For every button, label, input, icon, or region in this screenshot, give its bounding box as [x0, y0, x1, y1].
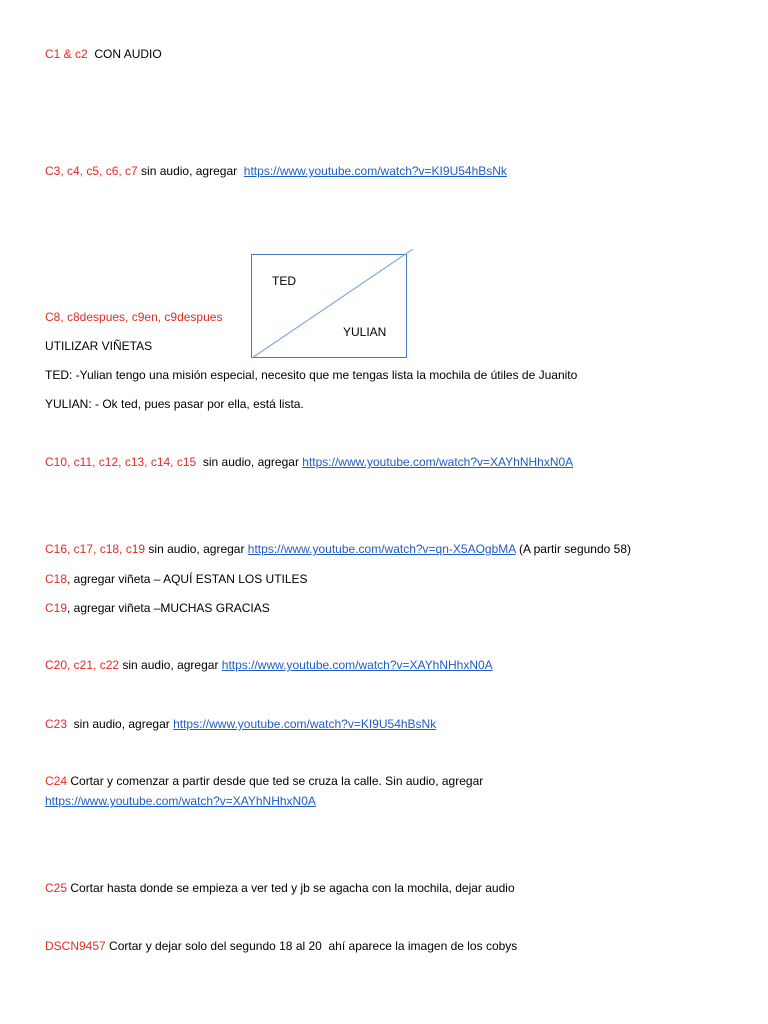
clip-ref: C24	[45, 774, 68, 788]
line-c10-c15	[45, 454, 573, 470]
line-text: sin audio, agregar	[119, 658, 222, 672]
line-c24-link	[45, 793, 316, 809]
line-text: sin audio, agregar	[137, 164, 244, 178]
line-c18	[45, 571, 308, 587]
clip-ref: C10, c11, c12, c13, c14, c15	[45, 455, 197, 469]
line-text: sin audio, agregar	[196, 455, 303, 469]
line-c16-c19	[45, 541, 631, 557]
line-text-after: (A partir segundo 58)	[515, 542, 632, 556]
youtube-link[interactable]: https://www.youtube.com/watch?v=qn-X5AOgbMA	[247, 542, 516, 556]
line-c19	[45, 600, 270, 616]
line-c23	[45, 716, 436, 732]
diagram-label-ted: TED	[272, 274, 296, 288]
youtube-link[interactable]: https://www.youtube.com/watch?v=XAYhNHhxN0A	[221, 658, 493, 672]
line-text: CON AUDIO	[87, 47, 162, 61]
line-text: UTILIZAR VIÑETAS	[45, 339, 153, 353]
line-text: sin audio, agregar	[145, 542, 248, 556]
diagram-diagonal-line	[245, 245, 420, 365]
line-text: , agregar viñeta –MUCHAS GRACIAS	[67, 601, 270, 615]
youtube-link[interactable]: https://www.youtube.com/watch?v=XAYhNHhxN0A	[302, 455, 574, 469]
line-text: YULIAN: - Ok ted, pues pasar por ella, está lista.	[45, 397, 304, 411]
line-yulian-dialogue	[45, 396, 304, 412]
clip-ref: C23	[45, 717, 68, 731]
line-text: , agregar viñeta – AQUÍ ESTAN LOS UTILES	[67, 572, 308, 586]
line-c20-c22	[45, 657, 493, 673]
line-ted-dialogue	[45, 367, 577, 383]
line-c25	[45, 880, 515, 896]
line-text: sin audio, agregar	[67, 717, 174, 731]
diagram-label-yulian: YULIAN	[343, 325, 387, 339]
clip-ref: C20, c21, c22	[45, 658, 120, 672]
line-c3-c7	[45, 163, 507, 179]
clip-ref: C3, c4, c5, c6, c7	[45, 164, 138, 178]
clip-ref: C1 & c2	[45, 47, 88, 61]
clip-ref: C25	[45, 881, 68, 895]
clip-ref: C18	[45, 572, 68, 586]
line-text: Cortar hasta donde se empieza a ver ted y jb se agacha con la mochila, dejar audio	[67, 881, 515, 895]
line-text: TED: -Yulian tengo una misión especial, necesito que me tengas lista la mochila de útiles de Juanito	[45, 368, 578, 382]
clip-ref: C8, c8despues, c9en, c9despues	[45, 310, 223, 324]
youtube-link[interactable]: https://www.youtube.com/watch?v=KI9U54hBsNk	[243, 164, 507, 178]
clip-ref: C19	[45, 601, 68, 615]
line-text: Cortar y comenzar a partir desde que ted se cruza la calle. Sin audio, agregar	[67, 774, 484, 788]
clip-ref: DSCN9457	[45, 939, 106, 953]
line-utilizar-vinetas	[45, 338, 152, 354]
youtube-link[interactable]: https://www.youtube.com/watch?v=KI9U54hBsNk	[173, 717, 437, 731]
line-c8-c9	[45, 309, 222, 325]
line-c1-c2	[45, 46, 162, 62]
youtube-link[interactable]: https://www.youtube.com/watch?v=XAYhNHhxN0A	[45, 794, 316, 808]
line-dscn9457	[45, 938, 517, 954]
line-c24	[45, 773, 483, 789]
clip-ref: C16, c17, c18, c19	[45, 542, 146, 556]
line-text: Cortar y dejar solo del segundo 18 al 20 ahí aparece la imagen de los cobys	[105, 939, 518, 953]
